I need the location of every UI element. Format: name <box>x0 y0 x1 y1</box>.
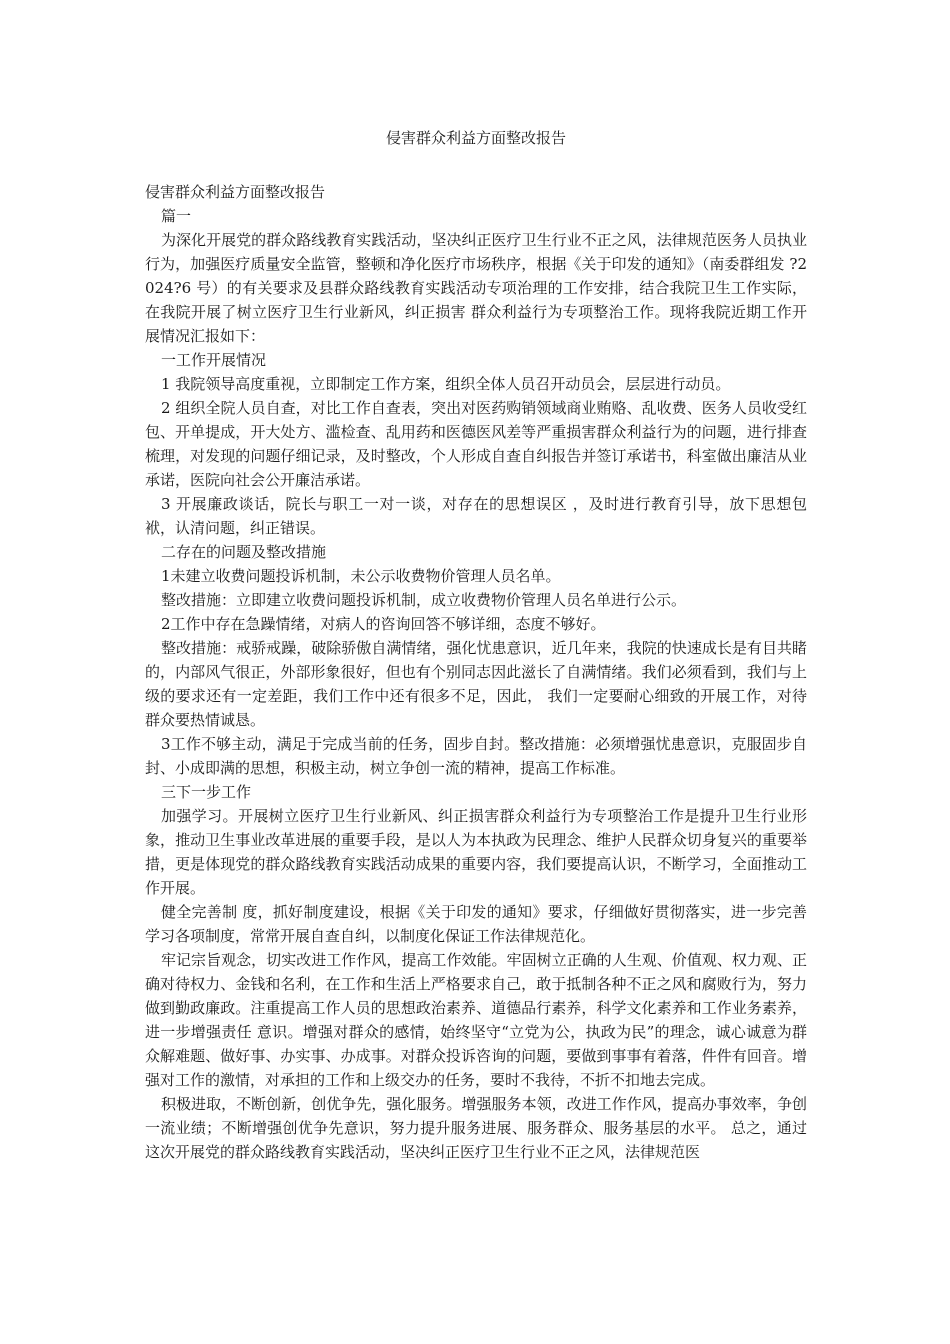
paragraph: 2 组织全院人员自查，对比工作自查表，突出对医药购销领域商业贿赂、乱收费、医务人员收受红包、开单提成，开大处方、滥检查、乱用药和医德医风差等严重损害群众利益行为的问题，进行排查梳理，对发现的问题仔细记录，及时整改，个人形成自查自纠报告并签订承诺书，科室做出廉洁从业承诺，医院向社会公开廉洁承诺。 <box>145 399 807 489</box>
paragraph: 健全完善制 度，抓好制度建设，根据《关于印发的通知》要求，仔细做好贯彻落实，进一步完善学习各项制度，常常开展自查自纠，以制度化保证工作法律规范化。 <box>145 903 807 945</box>
paragraph: 为深化开展党的群众路线教育实践活动，坚决纠正医疗卫生行业不正之风，法律规范医务人员执业行为，加强医疗质量安全监管，整顿和净化医疗市场秩序，根据《关于印发的通知》（南委群组发 ?2024?6 号）的有关要求及县群众路线教育实践活动专项治理的工作安排，结合我院卫生工作实际，在我院开展了树立医疗卫生行业新风，纠正损害 群众利益行为专项整治工作。现将我院近期工作开展情况汇报如下： <box>145 231 807 345</box>
paragraph: 牢记宗旨观念，切实改进工作作风，提高工作效能。牢固树立正确的人生观、价值观、权力观、正确对待权力、金钱和名利，在工作和生活上严格要求自己，敢于抵制各种不正之风和腐败行为，努力做到勤政廉政。注重提高工作人员的思想政治素养、道德品行素养，科学文化素养和工作业务素养，进一步增强责任 意识。增强对群众的感情，始终坚守“立党为公，执政为民”的理念，诚心诚意为群众解难题、做好事、办实事、办成事。对群众投诉咨询的问题，要做到事事有着落，件件有回音。增强对工作的激情，对承担的工作和上级交办的任务，要时不我待，不折不扣地去完成。 <box>145 951 807 1089</box>
paragraph: 1 我院领导高度重视，立即制定工作方案，组织全体人员召开动员会，层层进行动员。 <box>161 375 731 393</box>
paragraph: 3 开展廉政谈话，院长与职工一对一谈，对存在的思想误区 ，及时进行教育引导，放下思想包袱，认清问题，纠正错误。 <box>145 495 807 537</box>
paragraph: 加强学习。开展树立医疗卫生行业新风、纠正损害群众利益行为专项整治工作是提升卫生行业形象，推动卫生事业改革进展的重要手段，是以人为本执政为民理念、维护人民群众切身复兴的重要举措，更是体现党的群众路线教育实践活动成果的重要内容，我们要提高认识，不断学习，全面推动工作开展。 <box>145 807 807 897</box>
section-heading: 一工作开展情况 <box>161 351 267 369</box>
document-subtitle: 侵害群众利益方面整改报告 <box>145 183 326 201</box>
section-heading: 二存在的问题及整改措施 <box>161 543 327 561</box>
paragraph: 积极进取，不断创新，创优争先，强化服务。增强服务本领，改进工作作风，提高办事效率，争创一流业绩；不断增强创优争先意识，努力提升服务进展、服务群众、服务基层的水平。 总之，通过这次开展党的群众路线教育实践活动，坚决纠正医疗卫生行业不正之风，法律规范医 <box>145 1095 807 1161</box>
section-heading: 三下一步工作 <box>161 783 252 801</box>
paragraph: 整改措施：戒骄戒躁，破除骄傲自满情绪，强化忧患意识，近几年来，我院的快速成长是有目共睹的，内部风气很正，外部形象很好，但也有个别同志因此滋长了自满情绪。我们必须看到，我们与上级的要求还有一定差距，我们工作中还有很多不足，因此， 我们一定要耐心细致的开展工作，对待群众要热情诚恳。 <box>145 639 807 729</box>
document-page <box>145 126 807 1164</box>
page-title: 侵害群众利益方面整改报告 <box>385 129 566 147</box>
paragraph: 整改措施：立即建立收费问题投诉机制，成立收费物价管理人员名单进行公示。 <box>161 591 687 609</box>
paragraph: 3工作不够主动，满足于完成当前的任务，固步自封。整改措施：必须增强忧患意识，克服固步自封、小成即满的思想，积极主动，树立争创一流的精神，提高工作标准。 <box>145 735 807 777</box>
paragraph: 篇一 <box>161 207 192 225</box>
paragraph: 2工作中存在急躁情绪，对病人的咨询回答不够详细，态度不够好。 <box>161 615 606 633</box>
paragraph: 1未建立收费问题投诉机制，未公示收费物价管理人员名单。 <box>161 567 561 585</box>
